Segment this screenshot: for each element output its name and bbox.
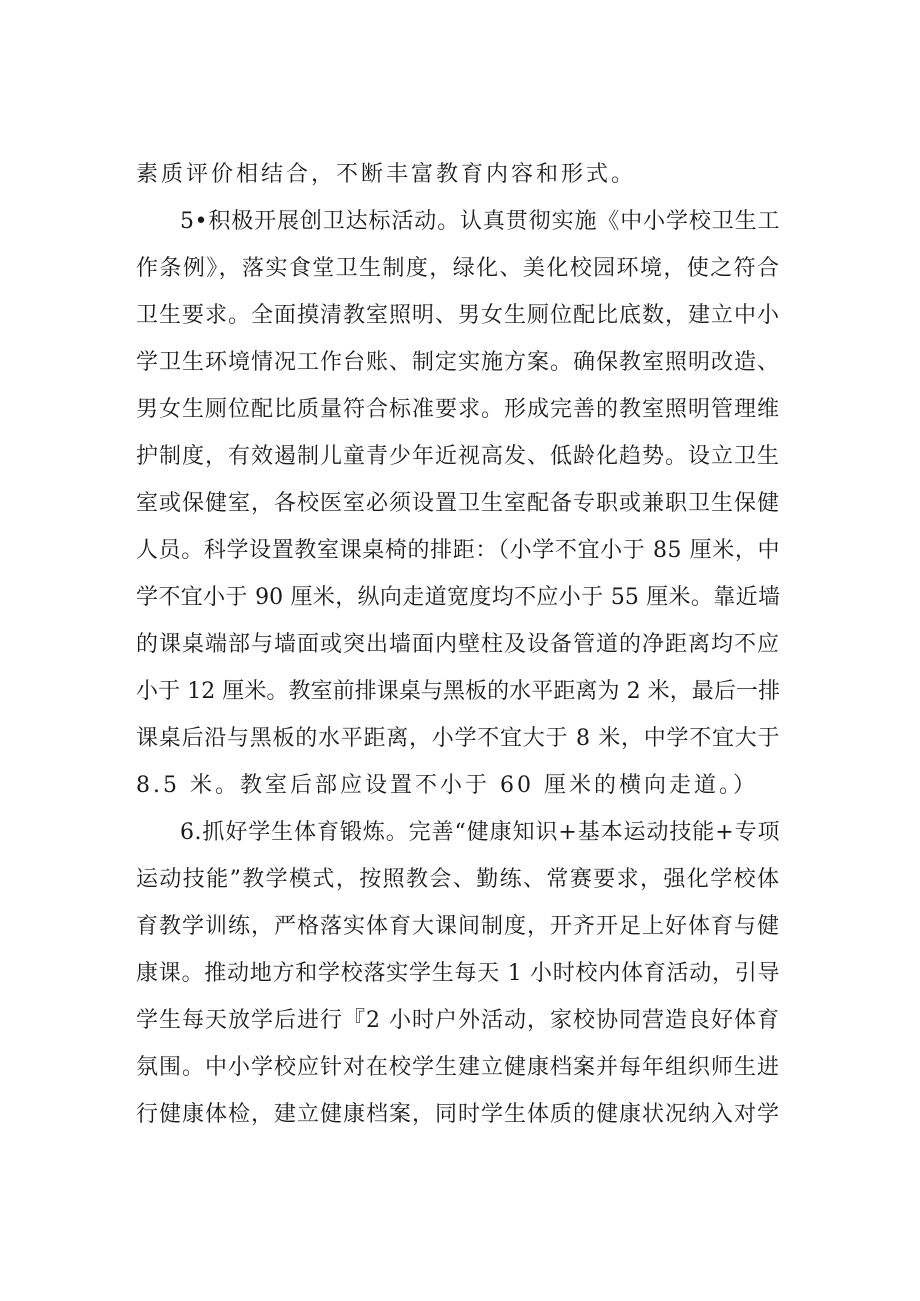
text-line: 室或保健室，各校医室必须设置卫生室配备专职或兼职卫生保健: [136, 491, 781, 516]
text-line: 男女生厕位配比质量符合标准要求。形成完善的教室照明管理维: [136, 397, 781, 422]
text-line: 卫生要求。全面摸清教室照明、男女生厕位配比底数，建立中小: [136, 303, 781, 328]
text-line: 康课。推动地方和学校落实学生每天 1 小时校内体育活动，引导: [136, 961, 780, 986]
paragraph-start-line: 6.抓好学生体育锻炼。完善“健康知识+基本运动技能+专项: [180, 820, 780, 845]
text-line: 护制度，有效遏制儿童青少年近视高发、低龄化趋势。设立卫生: [136, 444, 781, 469]
text-line: 8.5 米。教室后部应设置不小于 60 厘米的横向走道。）: [136, 773, 758, 798]
text-line: 学生每天放学后进行『2 小时户外活动，家校协同营造良好体育: [136, 1008, 780, 1033]
text-line: 作条例》，落实食堂卫生制度，绿化、美化校园环境，使之符合: [136, 256, 780, 281]
text-line: 学卫生环境情况工作台账、制定实施方案。确保教室照明改造、: [136, 350, 781, 375]
text-line: 运动技能”教学模式，按照教会、勤练、常赛要求，强化学校体: [136, 867, 780, 892]
text-line: 小于 12 厘米。教室前排课桌与黑板的水平距离为 2 米，最后一排: [136, 679, 780, 704]
text-line: 行健康体检，建立健康档案，同时学生体质的健康状况纳入对学: [136, 1102, 781, 1127]
text-line: 学不宜小于 90 厘米，纵向走道宽度均不应小于 55 厘米。靠近墙: [136, 585, 780, 610]
text-line: 课桌后沿与黑板的水平距离，小学不宜大于 8 米，中学不宜大于: [136, 726, 780, 751]
text-line: 育教学训练，严格落实体育大课间制度，开齐开足上好体育与健: [136, 914, 781, 939]
text-line: 氛围。中小学校应针对在校学生建立健康档案并每年组织师生进: [136, 1055, 781, 1080]
text-line: 素质评价相结合，不断丰富教育内容和形式。: [136, 162, 637, 187]
text-line: 的课桌端部与墙面或突出墙面内壁柱及设备管道的净距离均不应: [136, 632, 781, 657]
paragraph-start-line: 5•积极开展创卫达标活动。认真贯彻实施《中小学校卫生工: [180, 209, 780, 234]
text-line: 人员。科学设置教室课桌椅的排距：（小学不宜小于 85 厘米，中: [136, 538, 780, 563]
